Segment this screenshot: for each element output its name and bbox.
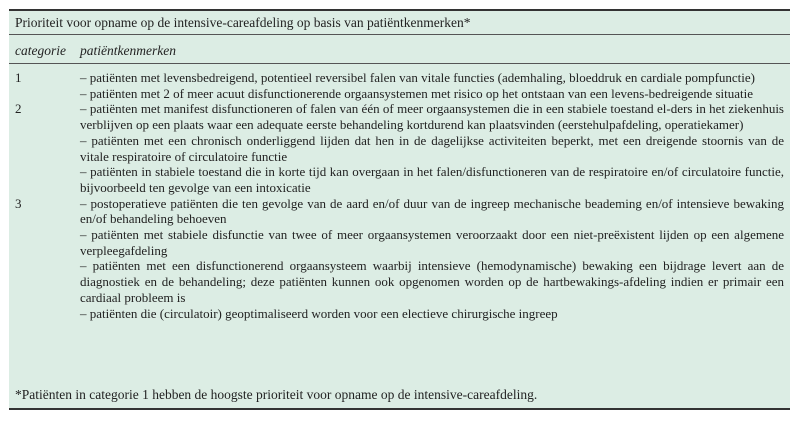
divider bbox=[9, 63, 790, 64]
table-row bbox=[15, 70, 784, 101]
characteristic-item: – patiënten met stabiele disfunctie van twee of meer orgaansystemen veroorzaakt door een niet-preëxistent lijden op een algemene verpleegafdeling bbox=[80, 227, 784, 258]
footnote: *Patiënten in categorie 1 hebben de hoogste prioriteit voor opname op de intensive-careafdeling. bbox=[15, 387, 538, 402]
category-cell: 1 bbox=[15, 70, 22, 85]
category-cell: 3 bbox=[15, 195, 22, 211]
table-row bbox=[15, 196, 784, 322]
priority-table bbox=[9, 9, 790, 410]
characteristic-item: – patiënten met manifest disfunctioneren of falen van één of meer orgaansystemen die in een stabiele toestand el-ders in het ziekenhuis verblijven op een plaats waar een adequate eerste behandeling kortdurend kan plaatsvinden (eerstehulpafdeling, operatiekamer) bbox=[80, 101, 784, 133]
table-row bbox=[15, 101, 784, 195]
characteristic-item: – patiënten met een chronisch onderliggend lijden dat hen in de dagelijkse activiteiten beperkt, met een dreigende stoornis van de vitale respiratoire of circulatoire functie bbox=[80, 132, 784, 164]
header-category: categorie bbox=[15, 43, 66, 58]
characteristic-item: – patiënten die (circulatoir) geoptimaliseerd worden voor een electieve chirurgische ingreep bbox=[80, 305, 558, 321]
characteristic-item: – patiënten in stabiele toestand die in korte tijd kan overgaan in het falen/disfunctioneren van de respiratoire en/of circulatoire functie, bijvoorbeeld ten gevolge van een intoxicatie bbox=[80, 164, 784, 195]
characteristics-cell bbox=[80, 196, 784, 322]
characteristic-item: – patiënten met een disfunctionerend orgaansysteem waarbij intensieve (hemodynamische) bewaking een bijdrage levert aan de diagnostiek en de behandeling; deze patiënten kunnen ook opgenomen worden op de hartbewakings-afdeling indien er primair een cardiaal probleem is bbox=[80, 258, 784, 305]
characteristics-cell bbox=[80, 70, 784, 101]
divider bbox=[9, 34, 790, 35]
characteristic-item: – postoperatieve patiënten die ten gevolge van de aard en/of duur van de ingreep mechanische beademing en/of intensieve bewaking en/of behandeling behoeven bbox=[80, 195, 784, 227]
header-characteristics: patiëntkenmerken bbox=[80, 43, 176, 58]
table-title: Prioriteit voor opname op de intensive-careafdeling op basis van patiëntkenmerken* bbox=[15, 15, 471, 30]
characteristics-cell bbox=[80, 101, 784, 195]
table-body bbox=[15, 70, 784, 321]
characteristic-item: – patiënten met levensbedreigend, potentieel reversibel falen van vitale functies (ademhaling, bloeddruk en cardiale pompfunctie) bbox=[80, 70, 756, 85]
characteristic-item: – patiënten met 2 of meer acuut disfunctionerende orgaansystemen met risico op het ontstaan van een levens-bedreigende situatie bbox=[80, 85, 753, 101]
category-cell: 2 bbox=[15, 101, 22, 117]
